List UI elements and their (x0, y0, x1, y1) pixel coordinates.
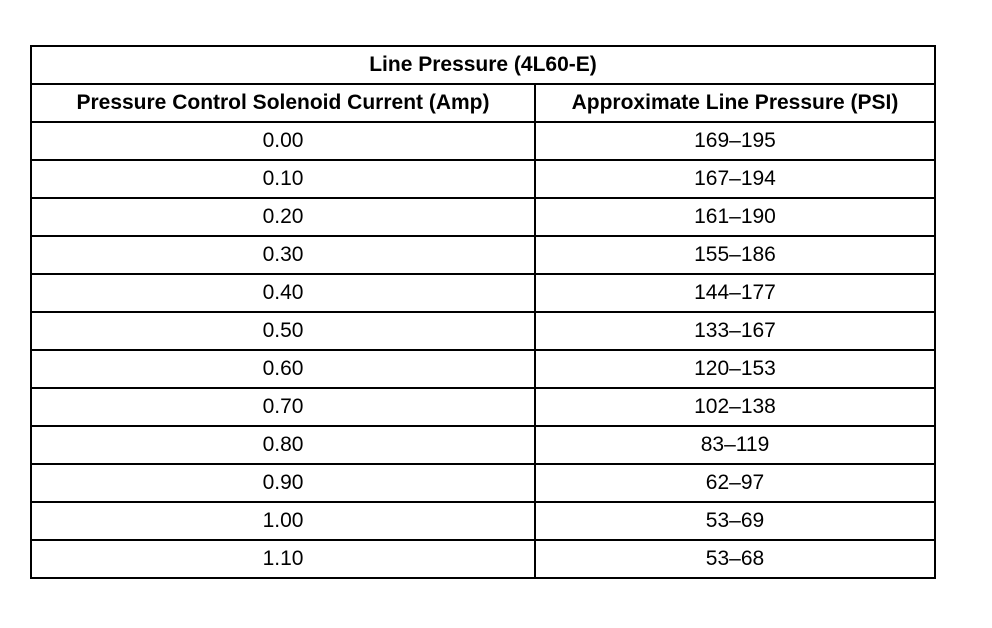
table-row (31, 388, 935, 426)
line-pressure-cell: 169–195 (535, 122, 935, 160)
table-row (31, 122, 935, 160)
table-row (31, 236, 935, 274)
table-row (31, 160, 935, 198)
solenoid-current-cell: 0.70 (31, 388, 535, 426)
line-pressure-cell: 62–97 (535, 464, 935, 502)
line-pressure-cell: 83–119 (535, 426, 935, 464)
line-pressure-cell: 53–68 (535, 540, 935, 578)
line-pressure-cell: 144–177 (535, 274, 935, 312)
table-row (31, 540, 935, 578)
column-header-line-pressure: Approximate Line Pressure (PSI) (535, 84, 935, 122)
table-title: Line Pressure (4L60-E) (31, 46, 935, 84)
solenoid-current-cell: 0.30 (31, 236, 535, 274)
line-pressure-table (30, 45, 936, 579)
column-header-solenoid-current: Pressure Control Solenoid Current (Amp) (31, 84, 535, 122)
line-pressure-cell: 120–153 (535, 350, 935, 388)
table-row (31, 502, 935, 540)
solenoid-current-cell: 0.40 (31, 274, 535, 312)
line-pressure-cell: 102–138 (535, 388, 935, 426)
table-row (31, 426, 935, 464)
solenoid-current-cell: 0.90 (31, 464, 535, 502)
solenoid-current-cell: 1.00 (31, 502, 535, 540)
line-pressure-cell: 167–194 (535, 160, 935, 198)
line-pressure-cell: 133–167 (535, 312, 935, 350)
solenoid-current-cell: 1.10 (31, 540, 535, 578)
line-pressure-table-container (30, 45, 936, 579)
solenoid-current-cell: 0.60 (31, 350, 535, 388)
table-row (31, 198, 935, 236)
table-row (31, 464, 935, 502)
solenoid-current-cell: 0.50 (31, 312, 535, 350)
solenoid-current-cell: 0.20 (31, 198, 535, 236)
table-title-row (31, 46, 935, 84)
table-header-row (31, 84, 935, 122)
table-row (31, 312, 935, 350)
table-row (31, 274, 935, 312)
line-pressure-cell: 53–69 (535, 502, 935, 540)
solenoid-current-cell: 0.80 (31, 426, 535, 464)
solenoid-current-cell: 0.10 (31, 160, 535, 198)
line-pressure-cell: 155–186 (535, 236, 935, 274)
line-pressure-cell: 161–190 (535, 198, 935, 236)
table-row (31, 350, 935, 388)
solenoid-current-cell: 0.00 (31, 122, 535, 160)
